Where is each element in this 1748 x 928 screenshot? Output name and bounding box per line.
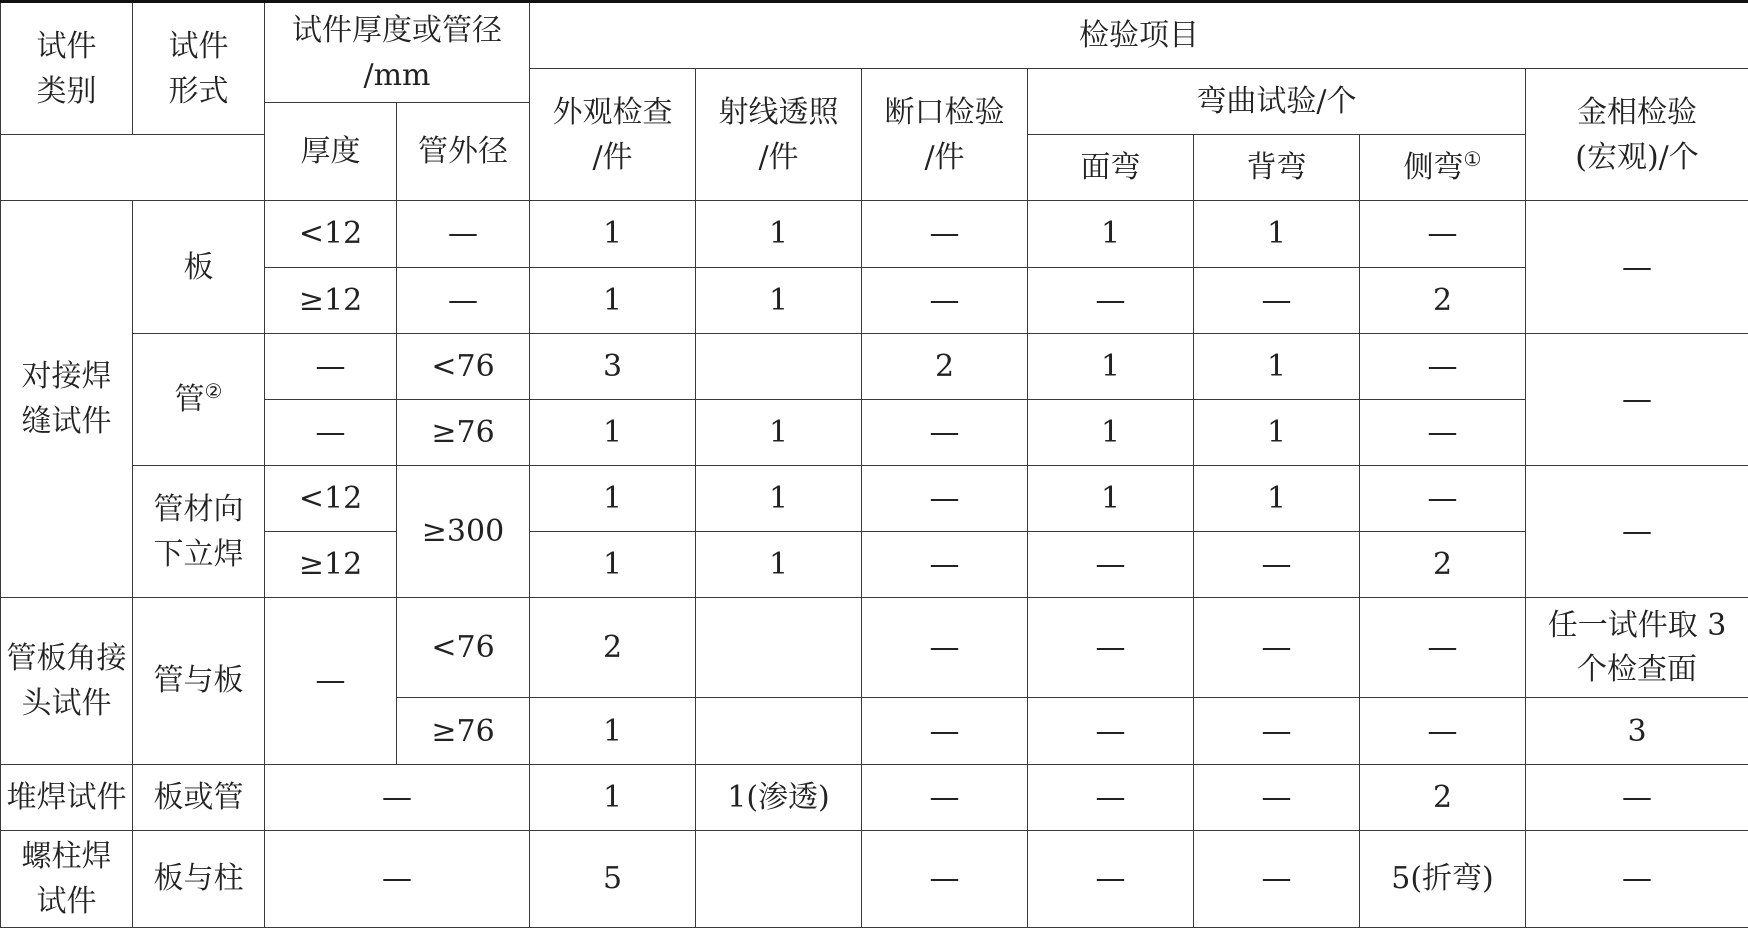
header-category: 试件 类别	[1, 2, 133, 135]
table-cell: 1	[696, 267, 862, 333]
table-cell: ≥12	[265, 267, 397, 333]
table-cell: —	[862, 201, 1028, 267]
table-cell: —	[1194, 764, 1360, 830]
table-cell: 1	[530, 532, 696, 598]
table-cell: —	[1028, 532, 1194, 598]
table-cell: —	[1194, 532, 1360, 598]
table-cell: 1	[1194, 201, 1360, 267]
table-cell: —	[1194, 830, 1360, 927]
table-cell: <76	[397, 598, 530, 698]
table-cell: —	[1360, 333, 1526, 399]
header-fracture: 断口检验 /件	[862, 69, 1028, 201]
table-cell: 3	[1526, 698, 1748, 764]
header-inspection-items: 检验项目	[530, 2, 1748, 69]
table-cell: —	[1526, 333, 1748, 465]
table-cell: 1	[530, 698, 696, 764]
cell-metal-any: 任一试件取 3 个检查面	[1526, 598, 1748, 698]
table-cell: —	[1526, 830, 1748, 927]
table-cell: —	[1194, 267, 1360, 333]
cell-plate-or-pipe: 板或管	[133, 764, 265, 830]
cell-tube-plate-joint: 管板角接 头试件	[1, 598, 133, 764]
header-form: 试件 形式	[133, 2, 265, 135]
table-cell: ≥76	[397, 399, 530, 465]
cell-butt-weld: 对接焊 缝试件	[1, 201, 133, 598]
table-cell: —	[265, 764, 530, 830]
table-cell: —	[1360, 698, 1526, 764]
table-cell: —	[1526, 201, 1748, 333]
table-cell: ≥76	[397, 698, 530, 764]
table-cell: —	[1028, 764, 1194, 830]
table-cell: 3	[530, 333, 696, 399]
table-cell: 1(渗透)	[696, 764, 862, 830]
table-cell: 2	[1360, 267, 1526, 333]
table-cell: 1	[696, 399, 862, 465]
cell-plate: 板	[133, 201, 265, 333]
cell-overlay-weld: 堆焊试件	[1, 764, 133, 830]
table-cell: —	[862, 465, 1028, 531]
table-cell: —	[862, 598, 1028, 698]
table-cell: —	[397, 267, 530, 333]
header-visual: 外观检查 /件	[530, 69, 696, 201]
table-cell: 1	[1028, 201, 1194, 267]
table-cell: 2	[1360, 764, 1526, 830]
cell-plate-and-stud: 板与柱	[133, 830, 265, 927]
table-cell: —	[862, 698, 1028, 764]
table-cell: 1	[1028, 333, 1194, 399]
table-cell: —	[1194, 698, 1360, 764]
table-cell: 1	[696, 465, 862, 531]
table-cell: —	[1028, 698, 1194, 764]
table-cell: —	[265, 830, 530, 927]
table-cell	[696, 333, 862, 399]
table-cell: 2	[862, 333, 1028, 399]
cell-pipe: 管②	[133, 333, 265, 465]
table-cell: <12	[265, 465, 397, 531]
cell-tube-and-plate: 管与板	[133, 598, 265, 764]
header-side-bend: 侧弯①	[1360, 135, 1526, 201]
table-cell: —	[265, 333, 397, 399]
table-cell: ≥300	[397, 465, 530, 597]
header-radiography: 射线透照 /件	[696, 69, 862, 201]
table-cell	[696, 598, 862, 698]
table-cell: 1	[530, 267, 696, 333]
table-cell: —	[265, 598, 397, 764]
table-cell	[696, 698, 862, 764]
table-cell: —	[1360, 399, 1526, 465]
header-bend-test: 弯曲试验/个	[1028, 69, 1526, 135]
table-cell: —	[1526, 465, 1748, 597]
table-cell: —	[397, 201, 530, 267]
table-cell: 1	[696, 532, 862, 598]
table-cell: —	[862, 267, 1028, 333]
table-cell: —	[862, 764, 1028, 830]
cell-stud-weld: 螺柱焊 试件	[1, 830, 133, 927]
table-cell	[696, 830, 862, 927]
table-cell: —	[862, 830, 1028, 927]
table-cell: ≥12	[265, 532, 397, 598]
table-cell: —	[1028, 267, 1194, 333]
table-cell: —	[1360, 201, 1526, 267]
table-cell: 2	[1360, 532, 1526, 598]
table-cell: <12	[265, 201, 397, 267]
table-cell: <76	[397, 333, 530, 399]
table-cell: 1	[1028, 399, 1194, 465]
header-back-bend: 背弯	[1194, 135, 1360, 201]
table-cell: —	[1360, 598, 1526, 698]
table-cell: 1	[1194, 399, 1360, 465]
header-thickness: 厚度	[265, 103, 397, 201]
cell-pipe-downhill: 管材向 下立焊	[133, 465, 265, 597]
table-cell: 1	[530, 465, 696, 531]
table-cell: 1	[1194, 465, 1360, 531]
table-cell: —	[1028, 598, 1194, 698]
header-spacer	[1, 135, 265, 201]
table-cell: 1	[530, 764, 696, 830]
table-cell: —	[862, 532, 1028, 598]
header-metallographic: 金相检验 (宏观)/个	[1526, 69, 1748, 201]
table-cell: 2	[530, 598, 696, 698]
table-cell: 1	[530, 399, 696, 465]
header-pipe-od: 管外径	[397, 103, 530, 201]
table-cell: —	[1194, 598, 1360, 698]
header-dimension: 试件厚度或管径 /mm	[265, 2, 530, 103]
table-cell: 5	[530, 830, 696, 927]
table-cell: —	[1526, 764, 1748, 830]
table-cell: —	[265, 399, 397, 465]
table-cell: 1	[1028, 465, 1194, 531]
table-cell: —	[1028, 830, 1194, 927]
header-face-bend: 面弯	[1028, 135, 1194, 201]
table-cell: 1	[696, 201, 862, 267]
table-cell: —	[1360, 465, 1526, 531]
table-cell: —	[862, 399, 1028, 465]
table-cell: 5(折弯)	[1360, 830, 1526, 927]
table-cell: 1	[530, 201, 696, 267]
table-cell: 1	[1194, 333, 1360, 399]
